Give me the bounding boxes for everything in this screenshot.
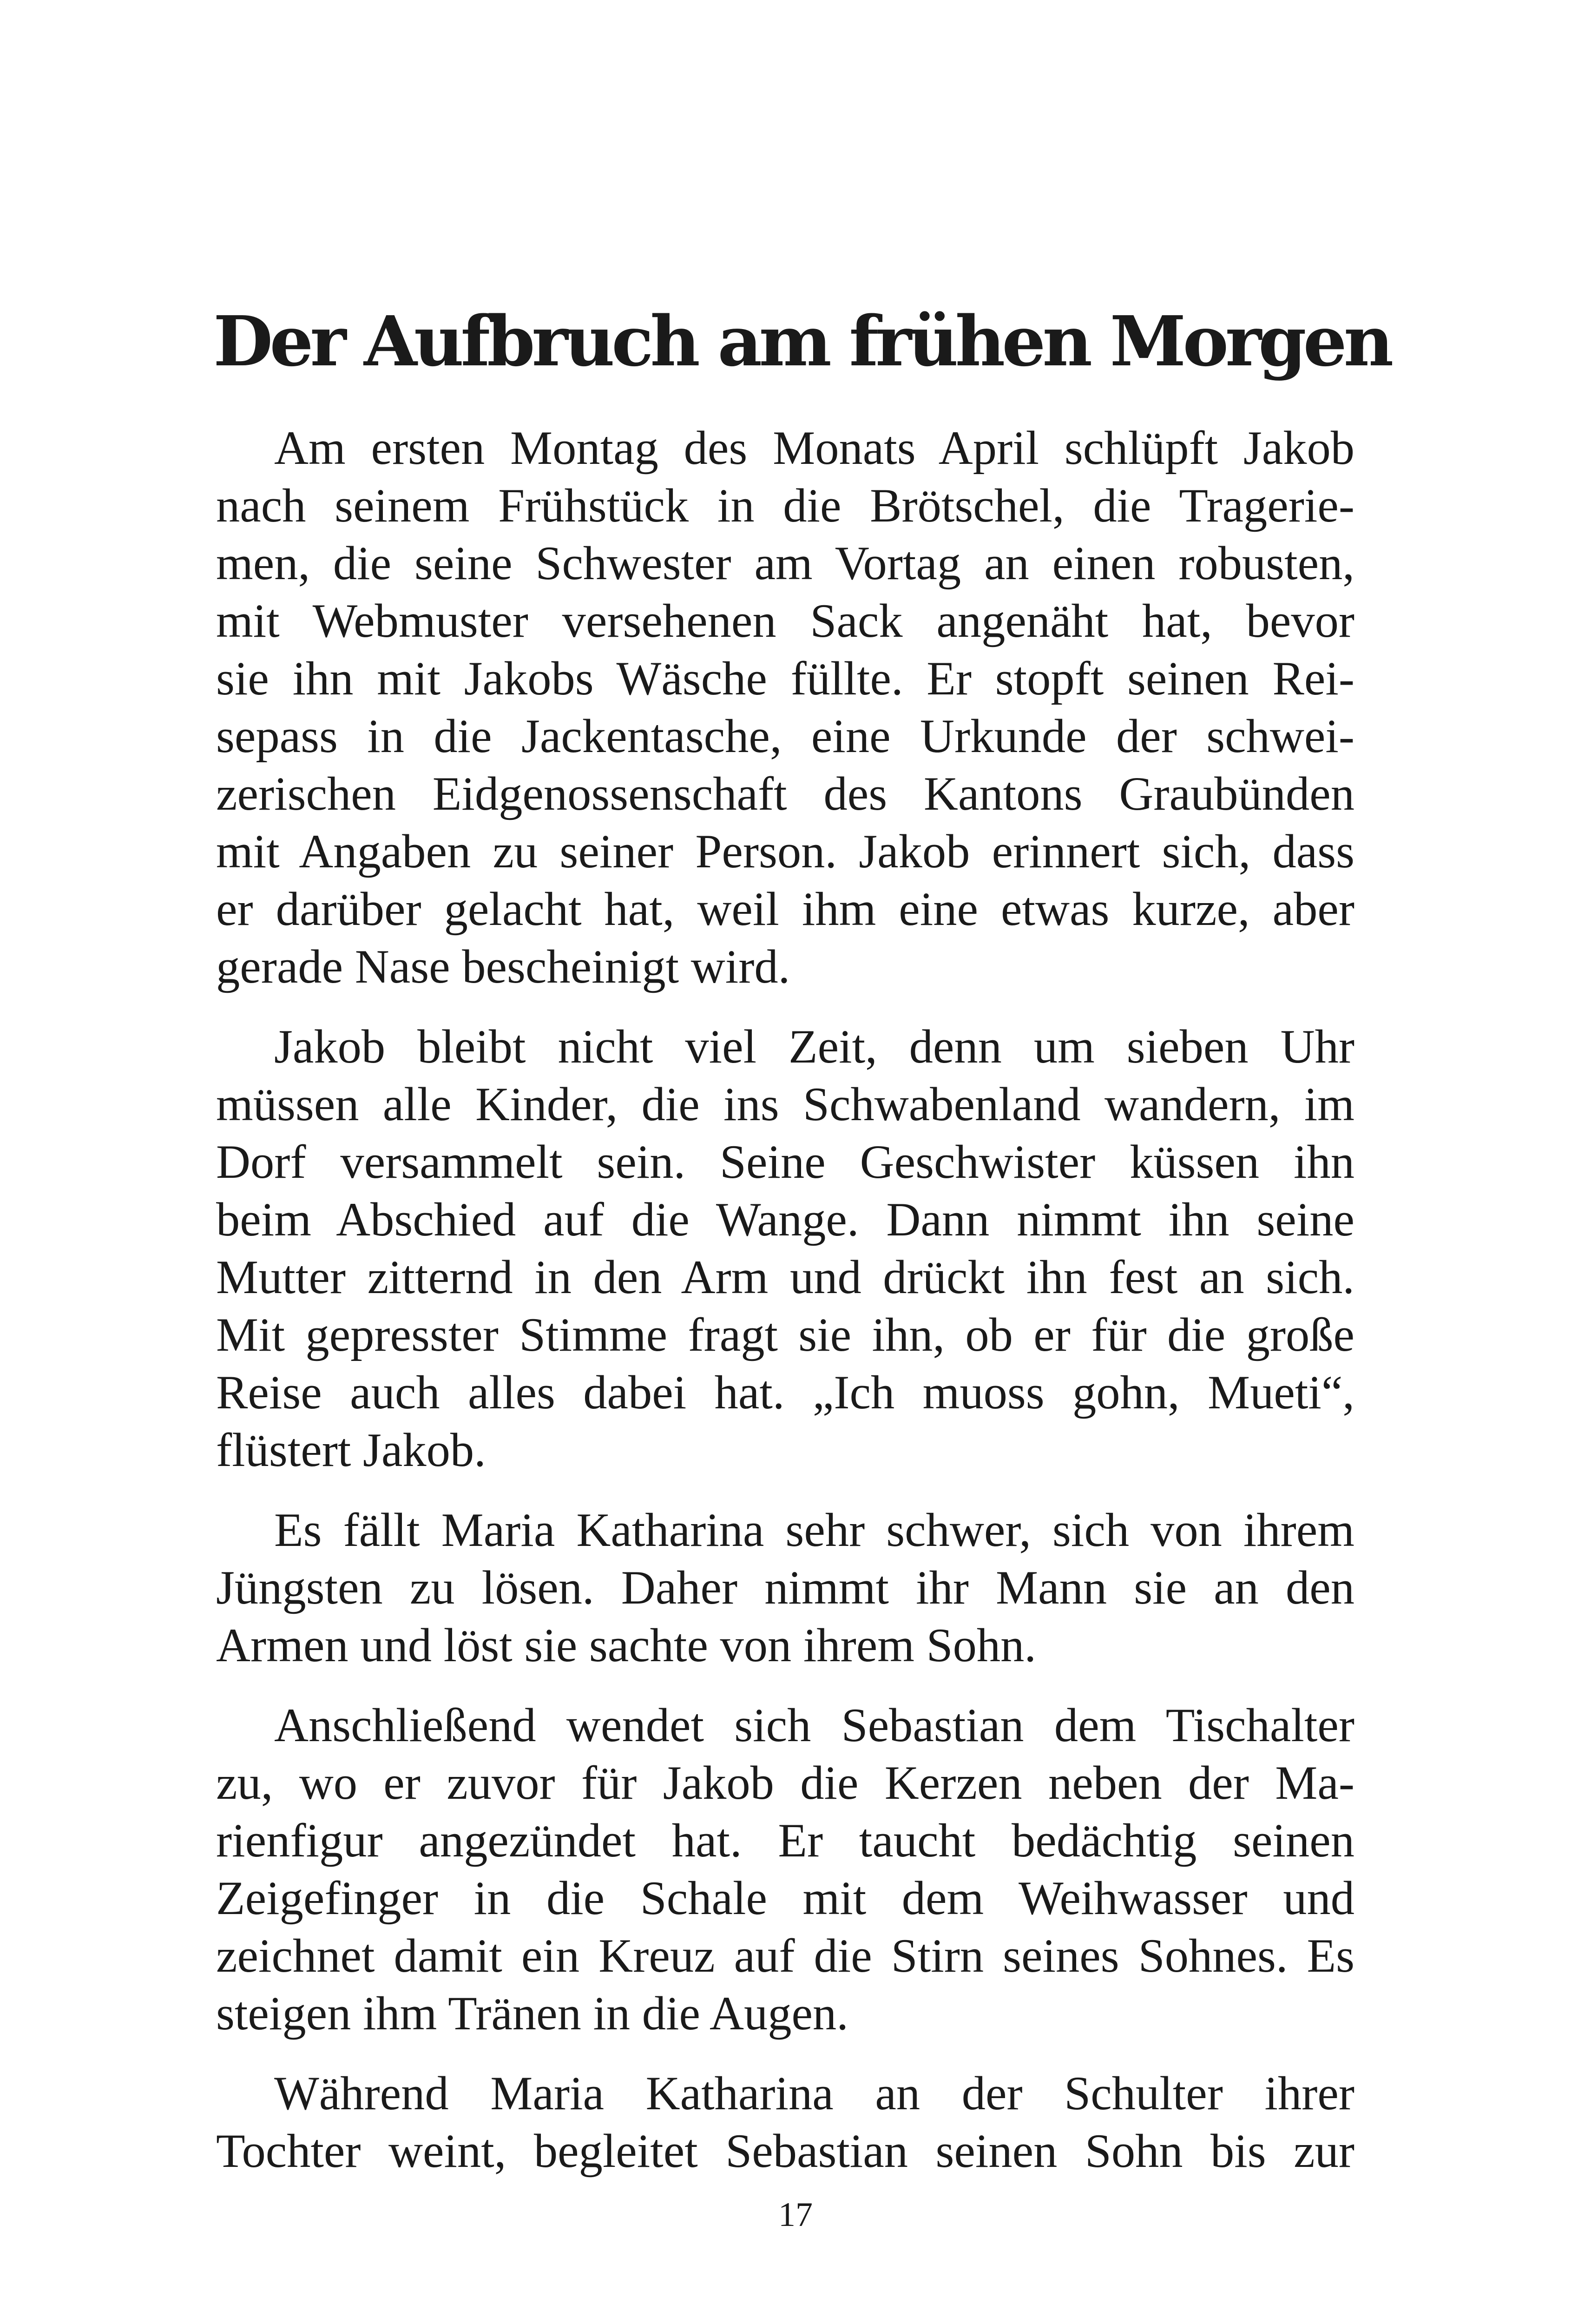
text-line: Mutter zitternd in den Arm und drückt ihn fest an sich. [216,1251,1354,1304]
text-line: nach seinem Frühstück in die Brötschel, die Tragerie- [216,480,1354,532]
text-line: flüstert Jakob. [216,1424,486,1477]
text-line: Armen und löst sie sachte von ihrem Sohn. [216,1619,1037,1672]
text-line: Anschließend wendet sich Sebastian dem Tischalter [274,1699,1354,1752]
text-line: sie ihn mit Jakobs Wäsche füllte. Er stopft seinen Rei- [216,653,1354,705]
text-line: zerischen Eidgenossenschaft des Kantons Graubünden [216,768,1354,820]
text-line: mit Webmuster versehenen Sack angenäht hat, bevor [216,595,1354,647]
page-content [213,301,1391,2203]
text-line: Während Maria Katharina an der Schulter ihrer [274,2067,1354,2120]
text-line: sepass in die Jackentasche, eine Urkunde der schwei- [216,710,1354,763]
paragraph [216,420,1354,996]
paragraph [216,1018,1354,1479]
text-line: Dorf versammelt sein. Seine Geschwister küssen ihn [216,1136,1354,1188]
text-line: Jüngsten zu lösen. Daher nimmt ihr Mann sie an den [216,1562,1354,1614]
body-text [216,420,1354,2180]
text-line: steigen ihm Tränen in die Augen. [216,1987,848,2040]
text-line: rienfigur angezündet hat. Er taucht bedächtig seinen [216,1815,1354,1867]
text-line: Zeigefinger in die Schale mit dem Weihwasser und [216,1872,1354,1925]
text-line: Es fällt Maria Katharina sehr schwer, sich von ihrem [274,1504,1354,1557]
text-line: müssen alle Kinder, die ins Schwabenland wandern, im [216,1078,1354,1131]
text-line: zu, wo er zuvor für Jakob die Kerzen neben der Ma- [216,1757,1354,1809]
text-line: gerade Nase bescheinigt wird. [216,941,790,993]
text-line: beim Abschied auf die Wange. Dann nimmt ihn seine [216,1194,1354,1246]
text-line: er darüber gelacht hat, weil ihm eine etwas kurze, aber [216,883,1354,936]
text-line: Mit gepresster Stimme fragt sie ihn, ob er für die große [216,1309,1354,1361]
paragraph [216,2065,1354,2180]
text-line: mit Angaben zu seiner Person. Jakob erinnert sich, dass [216,825,1354,878]
text-line: Reise auch alles dabei hat. „Ich muoss gohn, Mueti“, [216,1367,1354,1419]
text-line: zeichnet damit ein Kreuz auf die Stirn seines Sohnes. Es [216,1930,1354,1982]
chapter-title: Der Aufbruch am frühen Morgen [213,301,1391,382]
text-line: Tochter weint, begleitet Sebastian seinen Sohn bis zur [216,2125,1354,2178]
text-line: Am ersten Montag des Monats April schlüpft Jakob [274,422,1354,475]
text-line: men, die seine Schwester am Vortag an einen robusten, [216,537,1354,590]
page-number: 17 [778,2196,813,2234]
paragraph [216,1697,1354,2043]
paragraph [216,1502,1354,1675]
text-line: Jakob bleibt nicht viel Zeit, denn um sieben Uhr [274,1021,1354,1073]
